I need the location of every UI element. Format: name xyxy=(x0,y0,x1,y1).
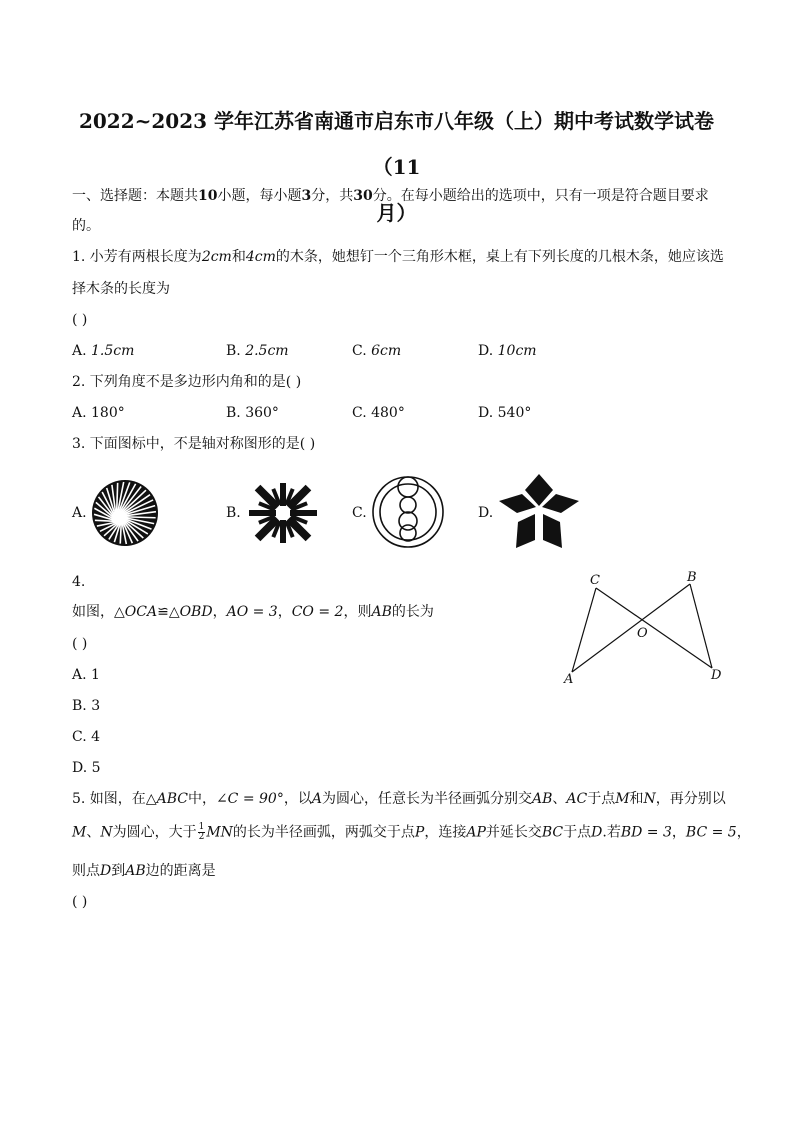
q1-length-2: 4cm xyxy=(245,249,276,265)
q1-option-d[interactable] xyxy=(478,342,537,360)
q5-segment: AP xyxy=(466,824,486,841)
pentagon-star-icon xyxy=(496,470,582,552)
question-1 xyxy=(72,248,724,266)
q4-triangle-1: △OCA xyxy=(114,604,158,620)
question-5-line-3 xyxy=(72,862,216,880)
q5-segment: AB xyxy=(125,863,146,879)
fraction-one-half xyxy=(198,823,206,842)
label-b: B xyxy=(687,570,697,585)
q2-option-d[interactable]: D. 540° xyxy=(478,405,532,421)
q5-point: M xyxy=(615,791,630,807)
q2-option-c[interactable]: C. 480° xyxy=(352,405,405,421)
question-1-answer-paren: ( ) xyxy=(72,312,88,328)
q4-given-ao: AO = 3 xyxy=(226,604,278,620)
option-value: 10cm xyxy=(497,343,537,359)
section-header-line-2: 的。 xyxy=(72,218,100,234)
q5-point: N xyxy=(100,824,113,841)
question-4 xyxy=(72,603,434,621)
segment-ab xyxy=(572,584,690,672)
title-line-2: 月） xyxy=(376,201,417,225)
q5-point: P xyxy=(414,824,425,841)
option-value: 2.5cm xyxy=(245,343,289,359)
q2-option-a[interactable]: A. 180° xyxy=(72,405,125,421)
q4-text: ，则 xyxy=(343,604,372,620)
q5-given-bd: BD = 3 xyxy=(620,824,672,841)
title-line-1: 2022~2023 学年江苏省南通市启东市八年级（上）期中考试数学试卷（11 xyxy=(78,109,715,179)
q1-option-b[interactable] xyxy=(226,342,289,360)
q4-text: ， xyxy=(277,604,292,620)
q5-text: 、 xyxy=(552,791,567,807)
label-c: C xyxy=(590,573,600,588)
question-5-line-2 xyxy=(72,823,751,842)
q5-text: 于点 xyxy=(587,791,616,807)
section-text: 分。在每小题给出的选项中，只有一项是符合题目要求 xyxy=(372,188,709,204)
q5-text: 为圆心，任意长为半径画弧分别交 xyxy=(321,791,532,807)
q3-option-c[interactable]: C. xyxy=(352,505,367,521)
q4-option-d[interactable]: D. 5 xyxy=(72,760,101,776)
q5-segment: AC xyxy=(566,791,588,807)
q4-geometry-figure xyxy=(560,568,730,688)
fraction-denominator: 2 xyxy=(198,832,205,842)
q5-triangle: △ABC xyxy=(145,791,188,807)
sunburst-ray xyxy=(126,517,156,518)
section-count: 10 xyxy=(198,188,218,204)
label-a: A xyxy=(564,672,574,687)
section-header xyxy=(72,187,709,205)
q3-option-d[interactable]: D. xyxy=(478,505,494,521)
q5-text: 5. 如图，在 xyxy=(72,791,146,807)
spiral-sunburst-icon xyxy=(90,478,160,548)
q5-text: ，以 xyxy=(283,791,312,807)
section-text: 分，共 xyxy=(311,188,354,204)
q5-text: ，再分别以 xyxy=(655,791,726,807)
q1-text: 和 xyxy=(231,249,246,265)
q4-option-b[interactable]: B. 3 xyxy=(72,698,101,714)
option-value: 6cm xyxy=(371,343,402,359)
congruent-symbol: ≌ xyxy=(157,604,169,620)
q1-text: 的木条，她想钉一个三角形木框，桌上有下列长度的几根木条，她应该选 xyxy=(275,249,724,265)
option-letter: C. xyxy=(352,343,372,359)
asterisk-star-icon xyxy=(246,478,320,548)
q4-option-c[interactable]: C. 4 xyxy=(72,729,101,745)
option-letter: B. xyxy=(226,343,246,359)
option-value: 1.5cm xyxy=(91,343,135,359)
q5-text: ， xyxy=(736,824,751,841)
q5-text: 、 xyxy=(86,824,101,841)
q4-given-co: CO = 2 xyxy=(291,604,344,620)
nested-circles-icon xyxy=(370,470,446,552)
q1-option-a[interactable] xyxy=(72,342,134,360)
question-4-number: 4. xyxy=(72,574,86,590)
question-4-answer-paren: ( ) xyxy=(72,636,88,652)
q5-point: D xyxy=(100,863,112,879)
label-d: D xyxy=(711,668,722,683)
q5-text: ，连接 xyxy=(424,824,467,841)
q1-option-c[interactable] xyxy=(352,342,401,360)
q4-text: 如图， xyxy=(72,604,114,620)
sunburst-ray xyxy=(120,524,121,544)
section-total: 30 xyxy=(353,188,373,204)
q5-point: D xyxy=(591,824,603,841)
q3-option-b[interactable]: B. xyxy=(226,505,241,521)
q5-text: 并延长交 xyxy=(485,824,542,841)
q5-given-bc: BC = 5 xyxy=(685,824,737,841)
q5-point: A xyxy=(311,791,322,807)
section-text: 一、选择题：本题共 xyxy=(72,188,198,204)
q5-text: 于点 xyxy=(563,824,592,841)
q5-text: ， xyxy=(671,824,686,841)
page-title xyxy=(60,98,733,236)
q5-segment: MN xyxy=(206,824,233,841)
q5-text: 的长为半径画弧，两弧交于点 xyxy=(232,824,415,841)
segment-ca xyxy=(572,588,596,672)
q5-segment: BC xyxy=(541,824,564,841)
q1-length-1: 2cm xyxy=(201,249,232,265)
q1-text: 1. 小芳有两根长度为 xyxy=(72,249,202,265)
question-3: 3. 下面图标中，不是轴对称图形的是( ) xyxy=(72,436,316,452)
q5-text: 中， xyxy=(187,791,216,807)
question-5-answer-paren: ( ) xyxy=(72,894,88,910)
q3-option-a[interactable]: A. xyxy=(72,505,87,521)
q4-triangle-2: △OBD xyxy=(168,604,213,620)
q5-text: 为圆心，大于 xyxy=(112,824,197,841)
question-5 xyxy=(72,790,726,808)
q5-segment: AB xyxy=(531,791,553,807)
sunburst-ray xyxy=(117,483,118,513)
question-2: 2. 下列角度不是多边形内角和的是( ) xyxy=(72,374,302,390)
q5-text: 和 xyxy=(629,791,644,807)
section-text: 小题，每小题 xyxy=(217,188,302,204)
q5-angle: ∠C = 90° xyxy=(215,791,284,807)
q4-text: ， xyxy=(212,604,227,620)
section-points: 3 xyxy=(301,188,312,204)
q4-text: 的长为 xyxy=(391,604,434,620)
sunburst-ray xyxy=(95,520,115,521)
q5-text: 则点 xyxy=(72,863,100,879)
label-o: O xyxy=(637,626,648,641)
q5-text: 边的距离是 xyxy=(145,863,216,879)
option-letter: A. xyxy=(72,343,92,359)
question-1-line-2: 择木条的长度为 xyxy=(72,281,170,297)
fraction-numerator: 1 xyxy=(198,822,205,832)
q4-option-a[interactable]: A. 1 xyxy=(72,667,100,683)
q5-point: M xyxy=(72,824,87,841)
q2-option-b[interactable]: B. 360° xyxy=(226,405,279,421)
q4-segment-ab: AB xyxy=(371,604,392,620)
q5-text: 到 xyxy=(111,863,126,879)
q5-text: .若 xyxy=(602,824,621,841)
q5-point: N xyxy=(643,791,656,807)
option-letter: D. xyxy=(478,343,498,359)
